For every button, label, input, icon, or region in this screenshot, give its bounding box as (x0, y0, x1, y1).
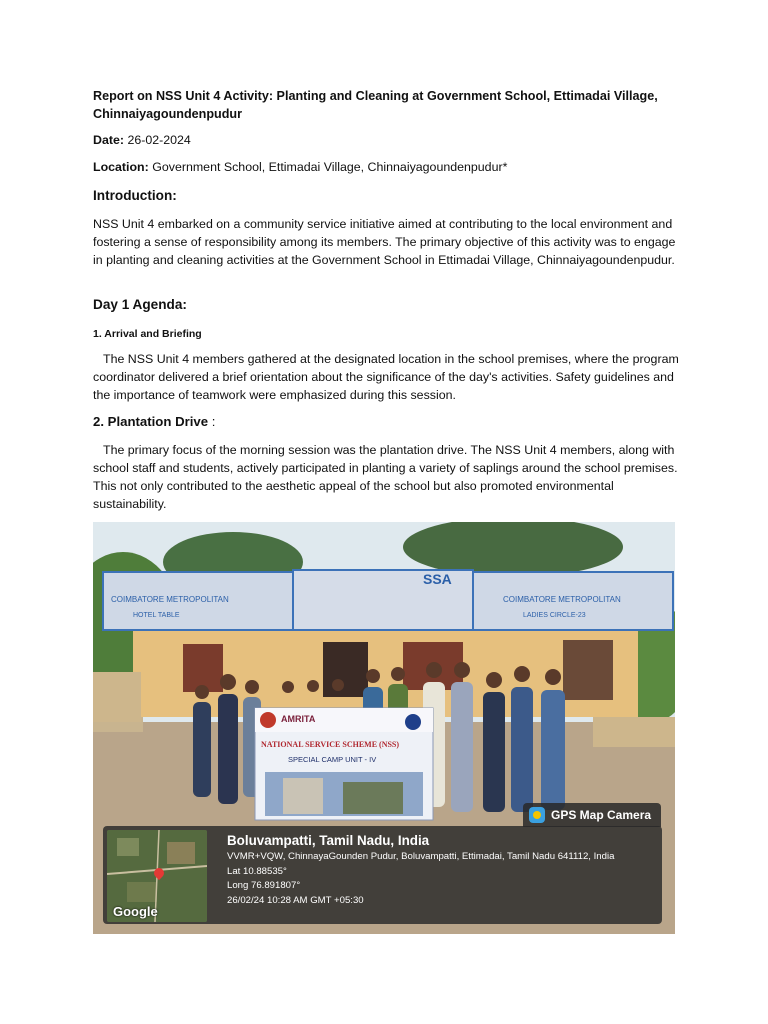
gps-camera-icon (529, 807, 545, 823)
plantation-heading-suffix: : (208, 414, 216, 429)
banner-org: AMRITA (281, 714, 316, 724)
plantation-paragraph: The primary focus of the morning session was the plantation drive. The NSS Unit 4 members, along with school staff and students, actively participated in planting a variety of saplings around the school premises. This not only contributed to the aesthetic appeal of the school but also promoted environmental sustainability. (93, 443, 678, 511)
sign-right: COIMBATORE METROPOLITAN (503, 595, 621, 604)
intro-heading: Introduction: (93, 188, 177, 203)
arrival-heading: 1. Arrival and Briefing (93, 328, 202, 340)
sign-ssa: SSA (423, 571, 452, 587)
intro-paragraph: NSS Unit 4 embarked on a community service initiative aimed at contributing to the local environment and fostering a sense of responsibility among its members. The primary objective of this activity was to engage in planting and cleaning activities at the Government School in Ettimadai Village, Chinnaiyagoundenpudur. (93, 217, 676, 267)
gps-latitude: Lat 10.88535° (227, 865, 287, 877)
gps-longitude: Long 76.891807° (227, 880, 301, 891)
gps-timestamp: 26/02/24 10:28 AM GMT +05:30 (227, 894, 364, 906)
group-photo (93, 522, 675, 934)
plantation-heading (93, 413, 683, 431)
plantation-heading-text: 2. Plantation Drive (93, 414, 209, 429)
sign-left-sub: HOTEL TABLE (133, 612, 180, 619)
gps-camera-badge (523, 803, 661, 827)
gps-app-name: GPS Map Camera (551, 808, 652, 822)
report-location (93, 158, 683, 176)
google-logo: Google (113, 904, 158, 919)
sign-right-sub: LADIES CIRCLE-23 (523, 612, 586, 619)
gps-mini-map (107, 830, 207, 922)
gps-details (227, 832, 657, 908)
sign-left: COIMBATORE METROPOLITAN (111, 595, 229, 604)
location-value: Government School, Ettimadai Village, Chinnaiyagoundenpudur* (152, 160, 508, 174)
day-agenda-heading: Day 1 Agenda: (93, 297, 187, 312)
banner-title: NATIONAL SERVICE SCHEME (NSS) (261, 740, 400, 749)
date-label: Date: (93, 133, 124, 147)
gps-address: VVMR+VQW, ChinnayaGounden Pudur, Boluvampatti, Ettimadai, Tamil Nadu 641112, India (227, 851, 615, 862)
report-title: Report on NSS Unit 4 Activity: Planting and Cleaning at Government School, Ettimadai Village, Chinnaiyagoundenpudur (93, 89, 658, 121)
location-label: Location: (93, 160, 149, 174)
arrival-paragraph: The NSS Unit 4 members gathered at the designated location in the school premises, where the program coordinator delivered a brief orientation about the significance of the day's activities. Safety guidelines and the importance of teamwork were emphasized during this session. (93, 352, 679, 402)
banner-subtitle: SPECIAL CAMP UNIT - IV (288, 755, 377, 764)
gps-info-panel (103, 826, 662, 924)
date-value: 26-02-2024 (127, 133, 191, 147)
report-date (93, 131, 683, 149)
gps-city: Boluvampatti, Tamil Nadu, India (227, 833, 430, 848)
